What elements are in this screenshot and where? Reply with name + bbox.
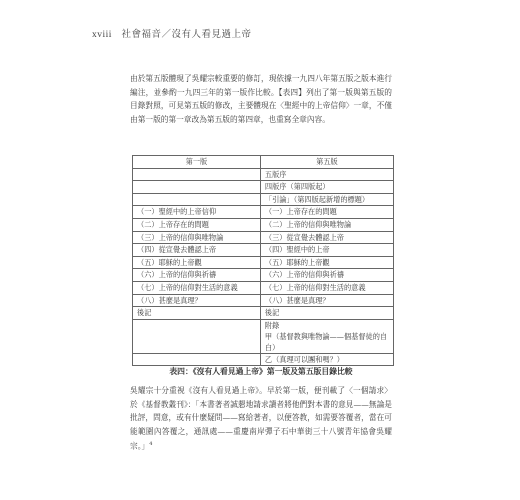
intro-paragraph: 由於第五版體現了吳耀宗較重要的修訂，現依據一九四八年第五版之版本進行編注，並參酌一九四三年的第一版作比較。【表四】列出了第一版與第五版的目錄對照，可見第五版的修改，主要體現在〈聖經中的上帝信仰〉一章，不僅由第一版的第一章改為第五版的第四章，也重寫全章內容。 [130, 74, 392, 124]
footnote-marker: 4 [149, 441, 153, 448]
table-header-row [133, 156, 394, 169]
table-row [133, 206, 394, 219]
table-row [133, 231, 394, 244]
first-edition-cell [133, 193, 261, 206]
table-row [133, 281, 394, 294]
running-title: 社會福音／沒有人看見過上帝 [121, 29, 252, 40]
table-row [133, 168, 394, 181]
fifth-edition-cell: （七）上帝的信仰對生活的意義 [260, 281, 393, 294]
page-number: xviii [92, 30, 112, 40]
fifth-edition-cell: 五版序 [260, 168, 393, 181]
fifth-edition-cell: 後記 [260, 307, 393, 320]
first-edition-cell: （五）耶穌的上帝觀 [133, 256, 261, 269]
first-edition-cell: （七）上帝的信仰對生活的意義 [133, 281, 261, 294]
first-edition-cell [133, 168, 261, 181]
fifth-edition-cell: （二）上帝的信仰與唯物論 [260, 218, 393, 231]
first-edition-cell: （四）從宣覺去體認上帝 [133, 244, 261, 257]
first-edition-cell: （二）上帝存在的問題 [133, 218, 261, 231]
body-paragraph-text: 吳耀宗十分重視《沒有人看見過上帝》。早於第一版，便刊載了〈一個請求〉於《基督教叢刊》：「本書著者誠懇地請求讀者將他們對本書的意見——無論是批評，問意，或有什麼疑問——寫給著者，以便答教，如需要答覆者，當在可能範圍內答覆之，通訊處——重慶南岸彈子石中華街三十八號青年協會吳耀宗。」 [130, 386, 392, 451]
fifth-edition-cell: （一）上帝存在的問題 [260, 206, 393, 219]
body-paragraph [130, 384, 392, 454]
table-row [133, 307, 394, 320]
table-row [133, 256, 394, 269]
first-edition-cell [133, 181, 261, 194]
table-row [133, 294, 394, 307]
table-row [133, 181, 394, 194]
fifth-edition-cell: 附錄 甲（基督教與唯物論——個基督徒的自白） [260, 319, 393, 353]
first-edition-cell: （八）甚麼是真理？ [133, 294, 261, 307]
first-edition-cell [133, 353, 261, 366]
table-row [133, 244, 394, 257]
column-header-first-edition: 第一版 [133, 156, 261, 169]
table-row [133, 353, 394, 366]
fifth-edition-cell: 四版序（第四版起） [260, 181, 393, 194]
first-edition-cell: 後記 [133, 307, 261, 320]
fifth-edition-cell: 「引論」（第四版起新增的標題） [260, 193, 393, 206]
fifth-edition-cell: 乙（真理可以團和嗎？） [260, 353, 393, 366]
first-edition-cell: （一）聖經中的上帝信仰 [133, 206, 261, 219]
first-edition-cell: （三）上帝的信仰與唯物論 [133, 231, 261, 244]
fifth-edition-cell: （四）聖經中的上帝 [260, 244, 393, 257]
first-edition-cell [133, 319, 261, 353]
table-row [133, 319, 394, 353]
table-row [133, 218, 394, 231]
edition-comparison-table [132, 155, 394, 366]
fifth-edition-cell: （六）上帝的信仰與祈禱 [260, 269, 393, 282]
table-row [133, 269, 394, 282]
table-row [133, 193, 394, 206]
first-edition-cell: （六）上帝的信仰與祈禱 [133, 269, 261, 282]
fifth-edition-cell: （八）甚麼是真理？ [260, 294, 393, 307]
running-header [92, 26, 251, 40]
fifth-edition-cell: （三）從宣覺去體認上帝 [260, 231, 393, 244]
fifth-edition-cell: （五）耶穌的上帝觀 [260, 256, 393, 269]
table-caption: 表四：《沒有人看見過上帝》第一版及第五版目錄比較 [169, 367, 353, 376]
column-header-fifth-edition: 第五版 [260, 156, 393, 169]
